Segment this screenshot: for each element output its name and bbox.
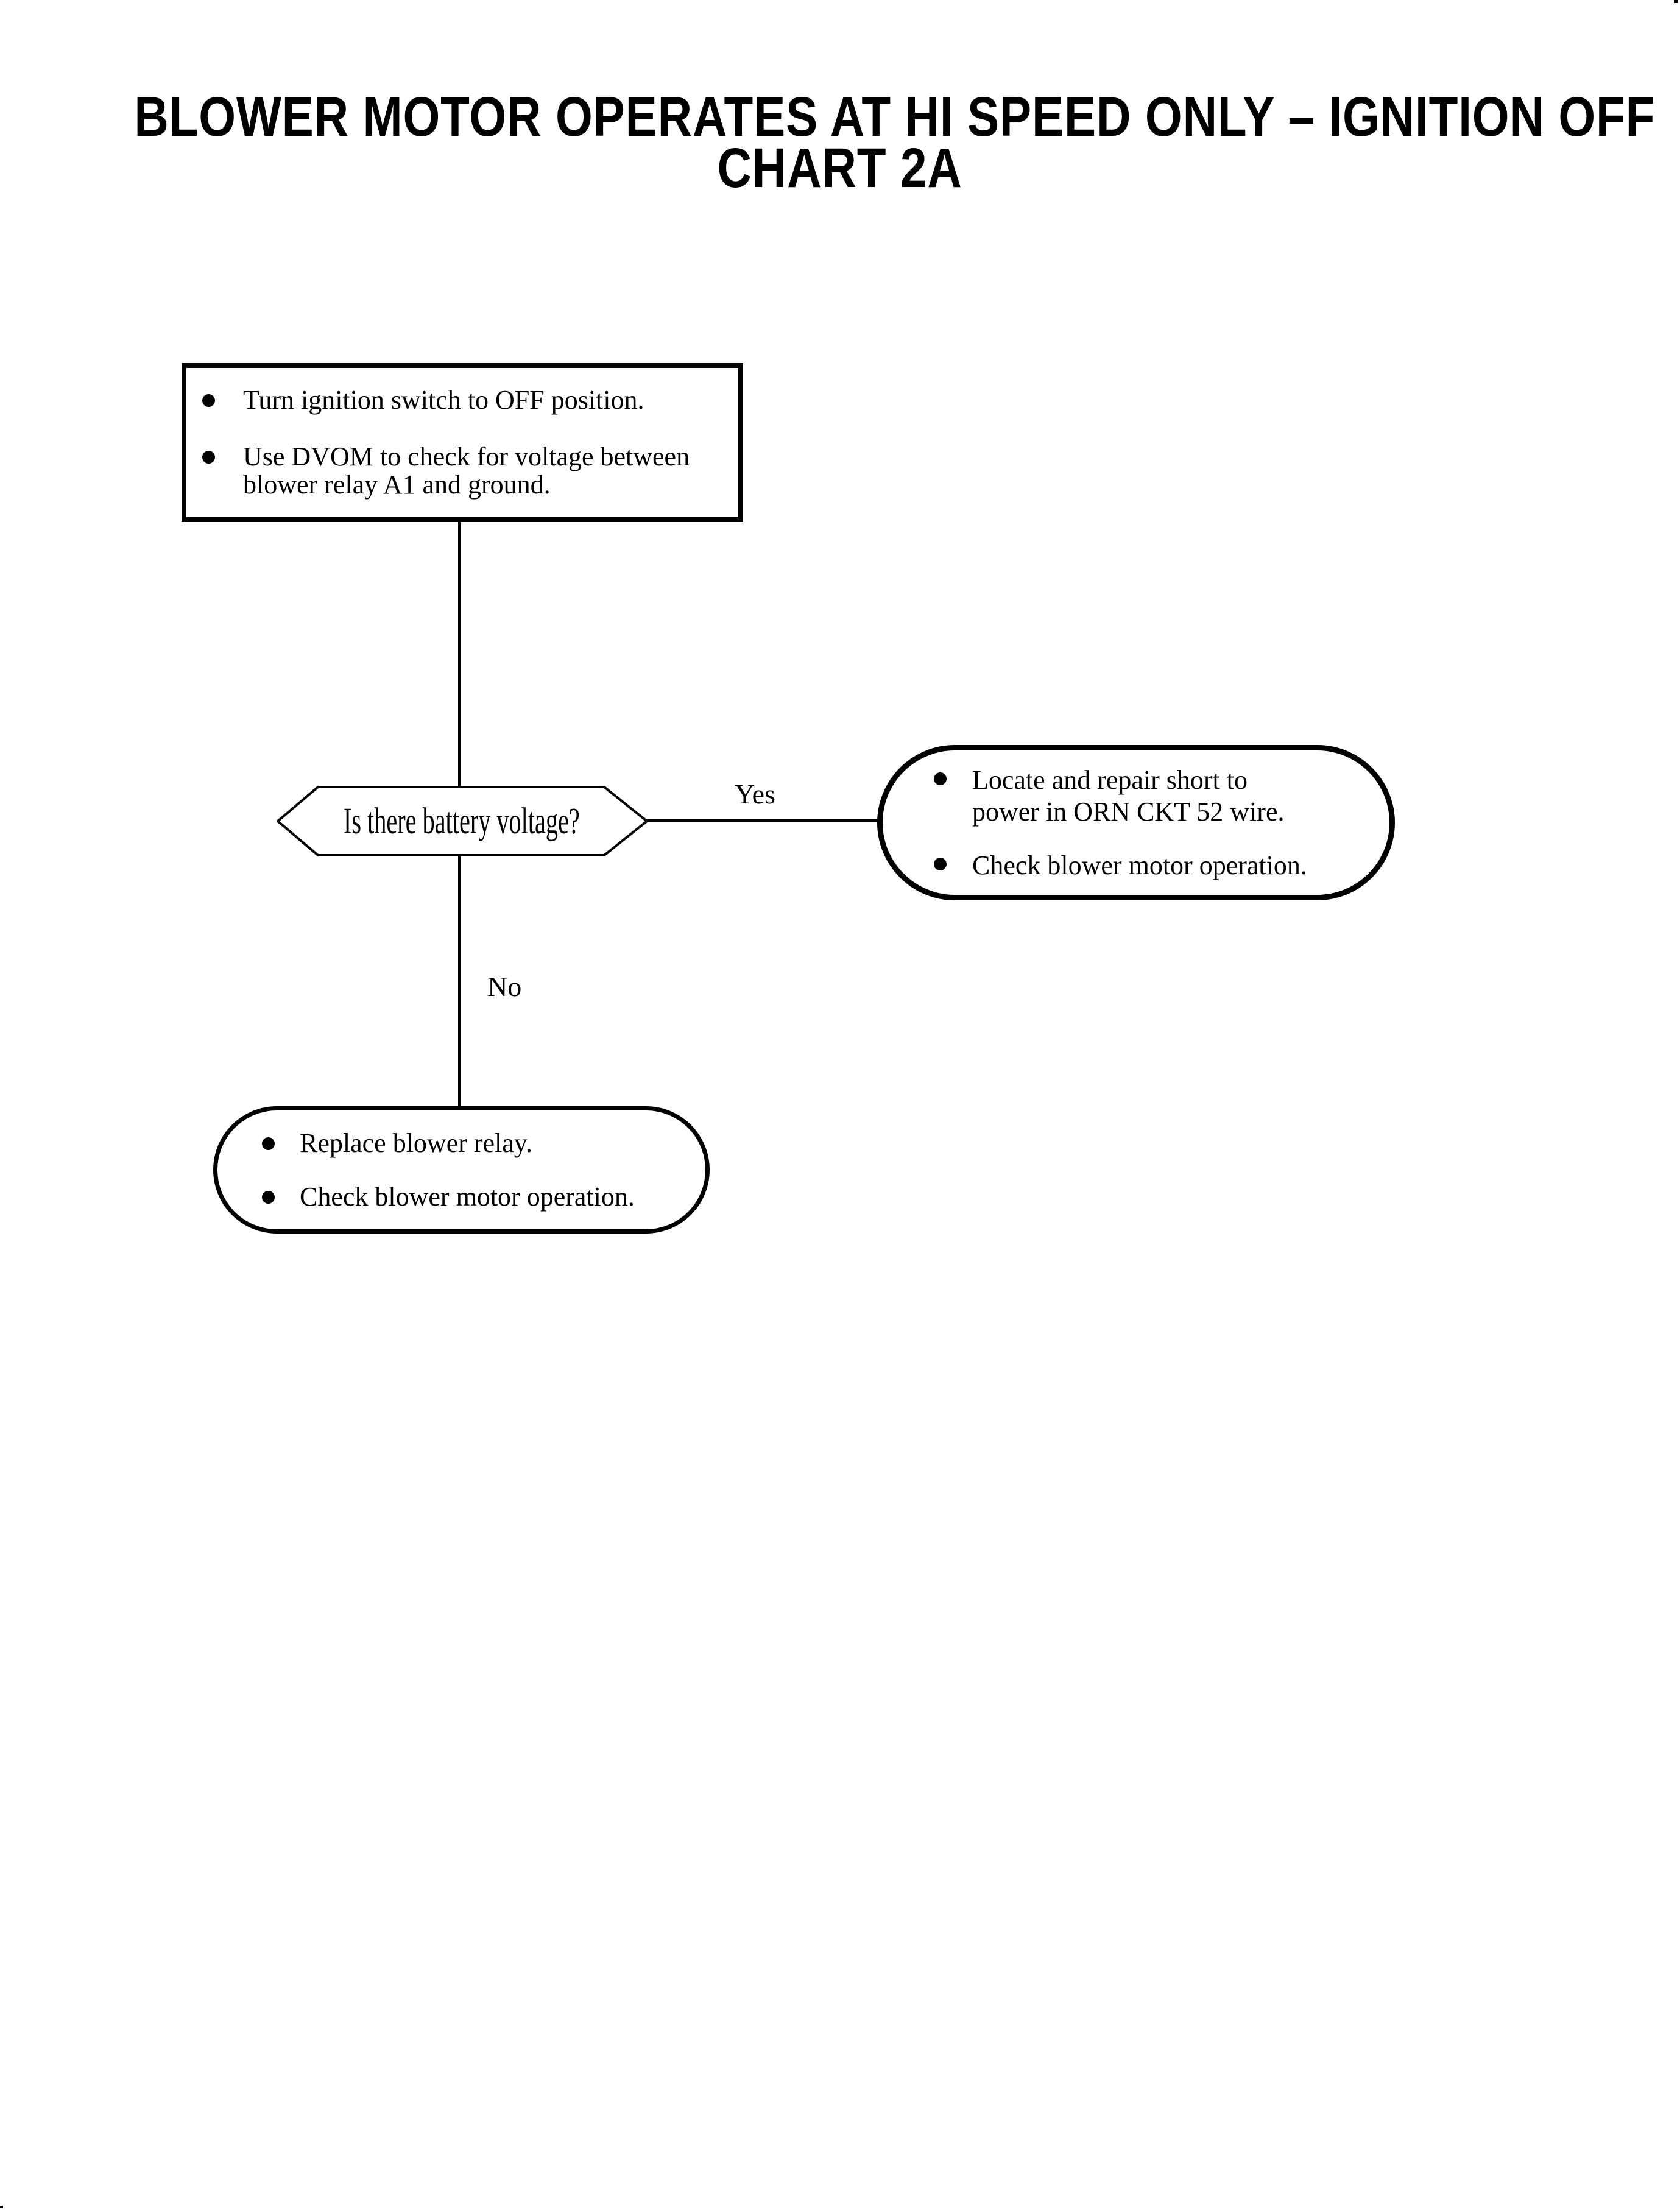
yes-label: Yes bbox=[735, 778, 775, 810]
scan-speck-top-right bbox=[1674, 0, 1678, 3]
list-item bbox=[262, 1129, 691, 1157]
yes-box-item-1-line-2: power in ORN CKT 52 wire. bbox=[972, 796, 1285, 827]
list-item bbox=[934, 764, 1371, 828]
start-box bbox=[182, 363, 743, 522]
bullet-icon bbox=[262, 1137, 275, 1150]
bullet-icon bbox=[202, 451, 215, 464]
bullet-icon bbox=[262, 1191, 275, 1204]
list-item bbox=[202, 443, 724, 499]
list-item bbox=[202, 386, 724, 414]
bullet-icon bbox=[202, 394, 215, 407]
connector-yes-branch bbox=[646, 819, 880, 822]
page-title-line-1: BLOWER MOTOR OPERATES AT HI SPEED ONLY – IGNITION OFF bbox=[134, 86, 1656, 148]
scan-speck-bottom-left bbox=[0, 2206, 3, 2208]
start-box-item-1: Turn ignition switch to OFF position. bbox=[243, 385, 644, 415]
page-title-line-2: CHART 2A bbox=[717, 137, 963, 199]
bullet-icon bbox=[934, 858, 947, 870]
no-label: No bbox=[487, 971, 522, 1002]
yes-box-item-1-line-1: Locate and repair short to bbox=[972, 764, 1248, 795]
yes-box-item-2: Check blower motor operation. bbox=[972, 850, 1307, 880]
no-box-item-1: Replace blower relay. bbox=[300, 1128, 532, 1158]
no-box-item-2: Check blower motor operation. bbox=[300, 1181, 635, 1212]
connector-no-branch bbox=[458, 855, 461, 1106]
yes-result-box bbox=[877, 745, 1395, 900]
page-title bbox=[0, 86, 1680, 199]
list-item bbox=[934, 850, 1371, 881]
start-box-item-2-line-1: Use DVOM to check for voltage between bbox=[243, 442, 690, 471]
decision-question: Is there battery voltage? bbox=[344, 800, 580, 842]
decision-hexagon bbox=[277, 787, 647, 856]
no-result-box bbox=[213, 1106, 710, 1234]
start-box-item-2-line-2: blower relay A1 and ground. bbox=[243, 470, 551, 500]
bullet-icon bbox=[934, 772, 947, 785]
list-item bbox=[262, 1183, 691, 1211]
connector-start-to-decision bbox=[458, 522, 461, 787]
